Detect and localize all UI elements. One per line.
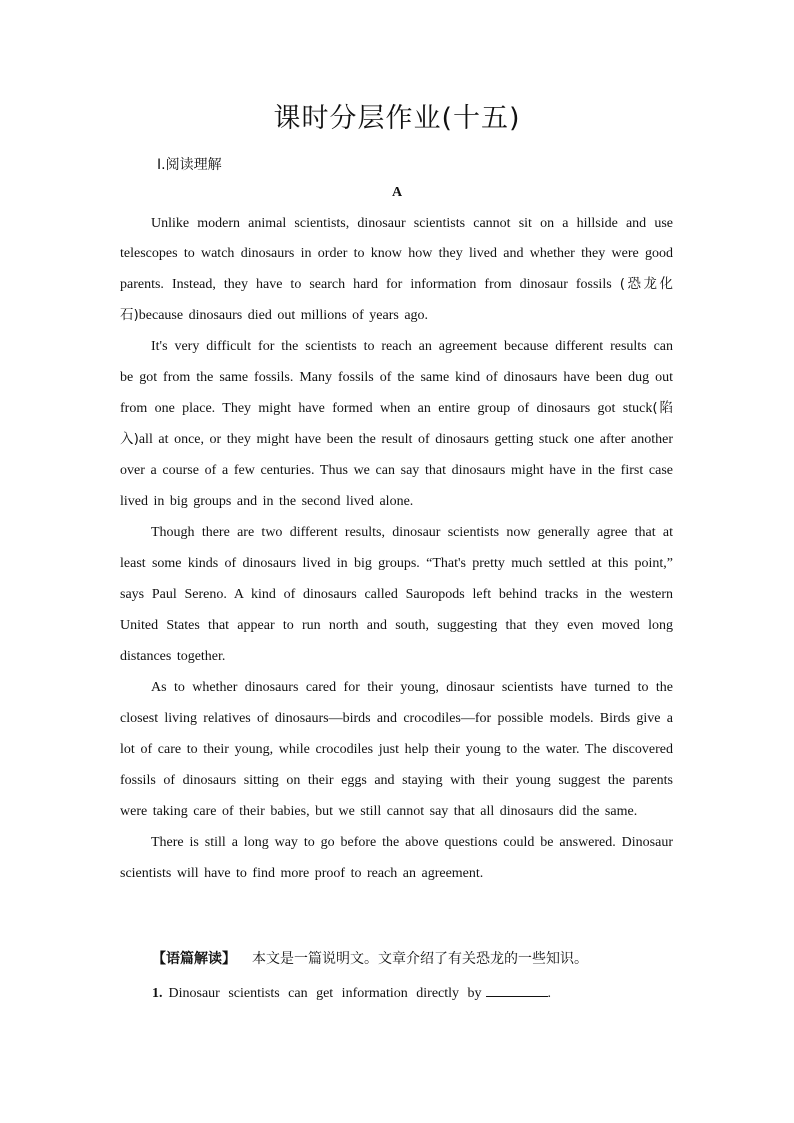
paragraph-1-text-a: Unlike modern animal scientists, dinosaur scientists cannot sit on a hillside and use telescopes to watch dinosaurs in order to know how they lived and whether they were good parents. Instead, they have to search hard for information from dinosaur fossils (120, 216, 673, 292)
answer-blank[interactable] (486, 982, 548, 997)
paragraph-1 (120, 209, 673, 331)
passage-body (120, 209, 673, 889)
passage-label: A (391, 185, 403, 200)
question-end: . (547, 986, 552, 1001)
paragraph-4: As to whether dinosaurs cared for their young, dinosaur scientists have turned to the closest living relatives of dinosaurs—birds and crocodiles—for possible models. Birds give a lot of care to their young, while crocodiles just help their young to the water. The discovered fossils of dinosaurs sitting on their eggs and staying with their young suggest the parents were taking care of their babies, but we still cannot say that all dinosaurs did the same. (120, 680, 673, 819)
paragraph-5: There is still a long way to go before the above questions could be answered. Dinosaur scientists will have to find more proof to reach an agreement. (120, 835, 673, 881)
paragraph-2-text-b: all at once, or they might have been the result of dinosaurs getting stuck one after another over a course of a few centuries. Thus we can say that dinosaurs might have in the first case lived in big groups and in the second lived alone. (120, 432, 673, 509)
paragraph-1-text-b: because dinosaurs died out millions of years ago. (138, 308, 429, 323)
paragraph-1-gloss: (恐龙化石) (120, 276, 673, 323)
paragraph-3: Though there are two different results, dinosaur scientists now generally agree that at least some kinds of dinosaurs lived in big groups. “That's pretty much settled at this point,” says Paul Sereno. A kind of dinosaurs called Sauropods left behind tracks in the western United States that appear to run north and south, suggesting that they even moved long distances together. (120, 525, 673, 664)
paragraph-2 (120, 331, 673, 517)
reading-note-tag: 【语篇解读】 (152, 951, 236, 967)
reading-note (152, 948, 588, 968)
question-text: Dinosaur scientists can get information directly by (168, 986, 482, 1001)
paragraph-2-text-a: It's very difficult for the scientists to reach an agreement because different results can be got from the same fossils. Many fossils of the same kind of dinosaurs have been dug out from one place. They might have formed when an entire group of dinosaurs got stuck (120, 339, 673, 416)
section-heading: Ⅰ.阅读理解 (157, 157, 222, 173)
page-title: 课时分层作业(十五) (273, 103, 521, 134)
paragraph-2-gloss: (陷入) (120, 400, 673, 447)
question-1 (152, 982, 551, 1002)
reading-note-text: 本文是一篇说明文。文章介绍了有关恐龙的一些知识。 (252, 951, 588, 967)
question-number: 1. (152, 986, 163, 1001)
